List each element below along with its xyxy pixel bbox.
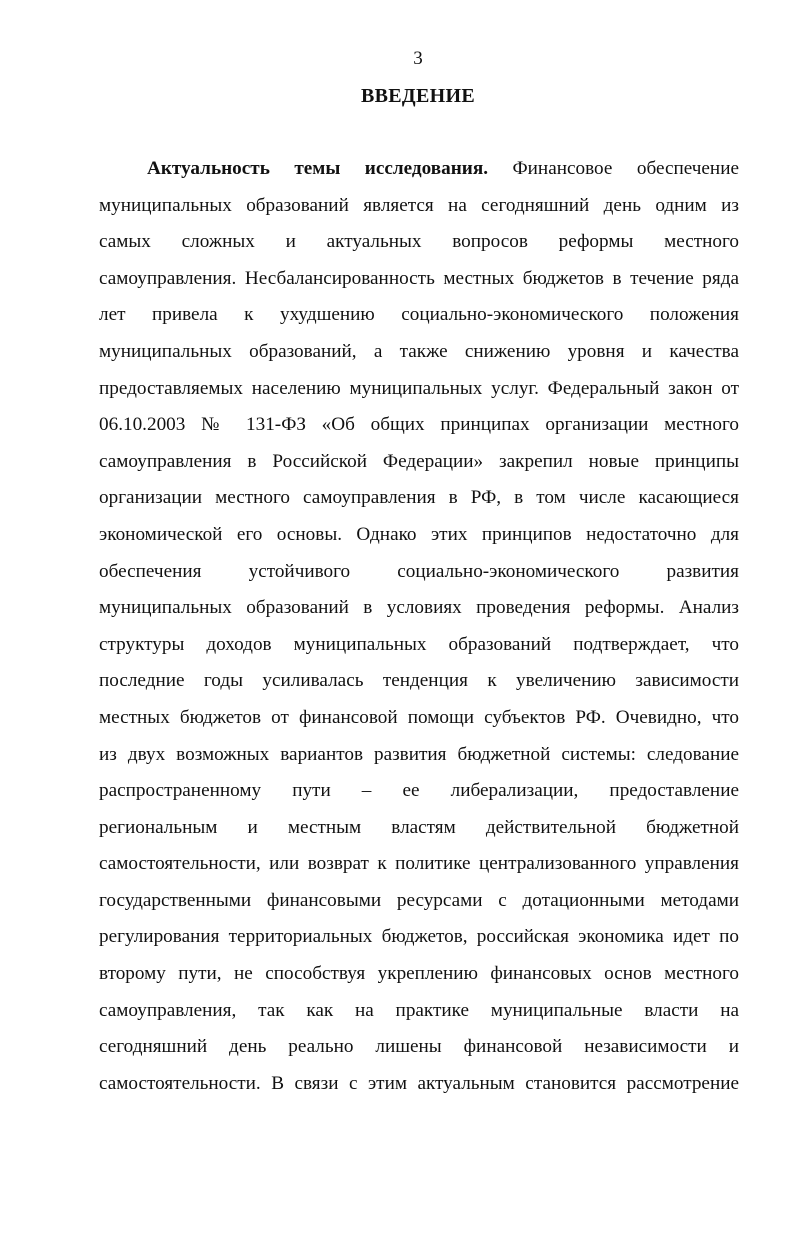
paragraph-line: обеспечения устойчивого социально-экономического развития: [99, 560, 739, 582]
paragraph-line: из двух возможных вариантов развития бюджетной системы: следование: [99, 743, 739, 765]
paragraph-line: сегодняшний день реально лишены финансовой независимости и: [99, 1036, 739, 1058]
paragraph-line: лет привела к ухудшению социально-экономического положения: [99, 304, 739, 326]
paragraph-line: самостоятельности, или возврат к политике централизованного управления: [99, 853, 739, 875]
paragraph-line: 06.10.2003 № 131-ФЗ «Об общих принципах организации местного: [99, 414, 739, 436]
paragraph-line: муниципальных образований, а также снижению уровня и качества: [99, 340, 739, 362]
section-heading: ВВЕДЕНИЕ: [361, 85, 475, 107]
paragraph-line: структуры доходов муниципальных образований подтверждает, что: [99, 633, 739, 655]
paragraph-line: государственными финансовыми ресурсами с дотационными методами: [99, 889, 739, 911]
paragraph-line-text: Финансовое обеспечение: [488, 158, 739, 179]
paragraph-line: предоставляемых населению муниципальных услуг. Федеральный закон от: [99, 377, 739, 399]
paragraph-line: регулирования территориальных бюджетов, российская экономика идет по: [99, 926, 739, 948]
paragraph-lead: Актуальность темы исследования.: [147, 158, 488, 179]
paragraph-line: [99, 151, 739, 188]
paragraph-line: второму пути, не способствуя укреплению финансовых основ местного: [99, 963, 739, 985]
paragraph-line: самоуправления в Российской Федерации» закрепил новые принципы: [99, 450, 739, 472]
paragraph-line: самых сложных и актуальных вопросов реформы местного: [99, 231, 739, 253]
paragraph-line: самоуправления, так как на практике муниципальные власти на: [99, 999, 739, 1021]
paragraph-line: муниципальных образований в условиях проведения реформы. Анализ: [99, 597, 739, 619]
page-number: 3: [413, 48, 423, 69]
paragraph-line: самоуправления. Несбалансированность местных бюджетов в течение ряда: [99, 267, 739, 289]
paragraph-line: организации местного самоуправления в РФ, в том числе касающиеся: [99, 487, 739, 509]
paragraph-line: местных бюджетов от финансовой помощи субъектов РФ. Очевидно, что: [99, 706, 739, 728]
paragraph-line: экономической его основы. Однако этих принципов недостаточно для: [99, 523, 739, 545]
paragraph-line: самостоятельности. В связи с этим актуальным становится рассмотрение: [99, 1072, 739, 1094]
paragraph-line: распространенному пути – ее либерализации, предоставление: [99, 780, 739, 802]
paragraph-line: муниципальных образований является на сегодняшний день одним из: [99, 194, 739, 216]
paragraph-line: последние годы усиливалась тенденция к увеличению зависимости: [99, 670, 739, 692]
paragraph-line: региональным и местным властям действительной бюджетной: [99, 816, 739, 838]
body-paragraph: [99, 151, 739, 1102]
